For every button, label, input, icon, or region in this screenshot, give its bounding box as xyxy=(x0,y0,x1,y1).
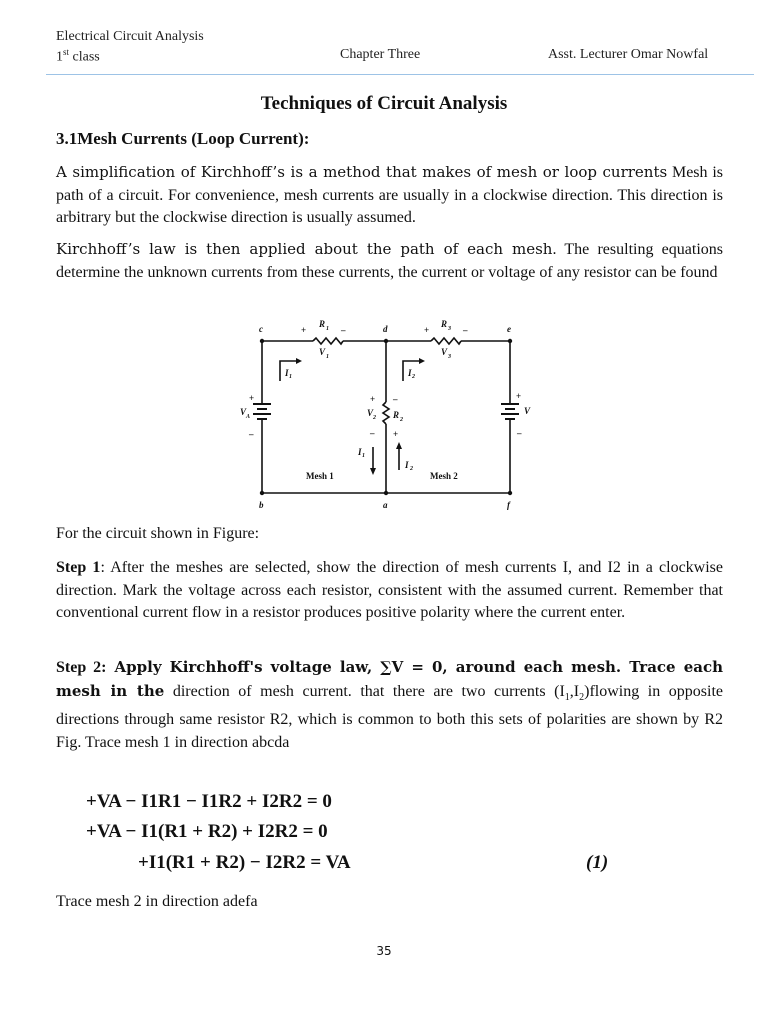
va-minus: – xyxy=(249,429,254,439)
header-author: Asst. Lecturer Omar Nowfal xyxy=(548,47,709,62)
i1-arrowhead xyxy=(296,358,302,364)
node-b-dot xyxy=(260,491,264,495)
r2-right-minus: – xyxy=(393,394,398,404)
step2-rest-b: ,I xyxy=(569,682,580,700)
step2-rest-a: direction of mesh current. that there are two currents (I xyxy=(164,682,565,700)
node-c-label: c xyxy=(259,324,263,334)
v-label: V xyxy=(524,406,531,416)
branch-i1-arrowhead xyxy=(370,468,376,475)
branch-i1-sub: 1 xyxy=(362,453,365,459)
para1-lead: A simplification of Kirchhoff’s is a method that makes of mesh or loop currents xyxy=(56,163,668,181)
va-label: V xyxy=(240,407,247,417)
class-word: class xyxy=(69,49,100,65)
resistor-r3 xyxy=(431,338,461,344)
r3-sub: 3 xyxy=(448,326,451,332)
r1-minus: – xyxy=(341,325,346,335)
equation-2: +VA − I1(R1 + R2) + I2R2 = 0 xyxy=(86,821,328,842)
r2-left-plus: + xyxy=(370,394,376,404)
paragraph-step1 xyxy=(56,557,723,625)
r1-plus: + xyxy=(301,325,307,335)
paragraph-mesh2: Trace mesh 2 in direction adefa xyxy=(56,893,258,910)
page-title: Techniques of Circuit Analysis xyxy=(260,93,508,114)
para1-rest: Mesh is path of a circuit. For convenience, mesh currents are usually in a clockwise direction. This direction is arbitrary but the clockwise direction is usually assumed. xyxy=(56,164,723,226)
r1-label: R xyxy=(319,319,326,329)
paragraph-step2 xyxy=(56,656,723,754)
v3-label: V xyxy=(441,347,448,357)
para2-lead: Kirchhoff’s law is then applied about the path of each mesh xyxy=(56,240,553,258)
equation-3: +I1(R1 + R2) − I2R2 = VA xyxy=(138,852,351,873)
step2-label: Step 2: xyxy=(56,659,107,676)
node-c-dot xyxy=(260,339,264,343)
resistor-r2 xyxy=(383,402,389,424)
equation-number: (1) xyxy=(586,852,609,873)
branch-i1-label: I xyxy=(358,447,362,457)
v1-sub: 1 xyxy=(326,354,329,360)
mesh-i1-label: I xyxy=(285,368,289,378)
step2-rest-c: )flowing in opposite directions through same resistor R2, which is common to both this sets of polarities are shown by R2 Fig. Trace mesh 1 in direction abcda xyxy=(56,682,723,751)
equation-1: +VA − I1R1 − I1R2 + I2R2 = 0 xyxy=(86,791,332,812)
page-number: 35 xyxy=(376,944,392,958)
class-sup: st xyxy=(63,47,70,57)
v3-sub: 3 xyxy=(448,354,451,360)
r3-label: R xyxy=(441,319,448,329)
node-a-dot xyxy=(384,491,388,495)
v-plus: + xyxy=(516,391,522,401)
step2-sub1: 1 xyxy=(564,691,570,703)
branch-i2-arrowhead xyxy=(396,442,402,449)
node-b-label: b xyxy=(259,500,264,510)
class-number: 1 xyxy=(56,49,63,65)
node-d-dot xyxy=(384,339,388,343)
i2-arrowhead xyxy=(419,358,425,364)
step1-label: Step 1 xyxy=(56,559,101,576)
branch-i2-label: I xyxy=(405,460,409,470)
node-e-dot xyxy=(508,339,512,343)
header-chapter: Chapter Three xyxy=(340,47,421,62)
para2-rest: . The resulting equations determine the unknown currents from these currents, the current or voltage of any resistor can be found xyxy=(56,241,724,281)
r2-left-minus: – xyxy=(370,428,375,438)
node-e-label: e xyxy=(507,324,511,334)
section-heading: 3.1Mesh Currents (Loop Current): xyxy=(56,129,310,148)
r3-minus: – xyxy=(463,325,468,335)
branch-i2-sub: 2 xyxy=(410,466,413,472)
mesh1-label: Mesh 1 xyxy=(306,471,334,481)
node-f-dot xyxy=(508,491,512,495)
step2-sub2: 2 xyxy=(579,691,585,703)
va-plus: + xyxy=(249,393,255,403)
v2-label: V xyxy=(367,408,374,418)
mesh-i2-label: I xyxy=(408,368,412,378)
r2-sub: 2 xyxy=(400,417,403,423)
r2-right-plus: + xyxy=(393,429,399,439)
paragraph-figure-intro: For the circuit shown in Figure: xyxy=(56,525,260,542)
step1-text: : After the meshes are selected, show the direction of mesh currents I, and I2 in a clockwise direction. Mark the voltage across each resistor, consistent with the assumed current. Remember that conventional current flow in a resistor produces positive polarity where the current enter. xyxy=(56,559,723,621)
r1-sub: 1 xyxy=(326,326,329,332)
r2-label: R xyxy=(393,410,400,420)
node-f-label: f xyxy=(507,500,510,510)
header-course: Electrical Circuit Analysis xyxy=(56,29,204,44)
mesh2-label: Mesh 2 xyxy=(430,471,458,481)
node-d-label: d xyxy=(383,324,388,334)
step2-lead: Apply Kirchhoff's voltage law, ∑V = 0, around each mesh. Trace each mesh in the xyxy=(56,658,724,700)
v1-label: V xyxy=(319,347,326,357)
node-a-label: a xyxy=(383,500,388,510)
va-sub: A xyxy=(246,414,251,420)
v-minus: – xyxy=(517,428,522,438)
resistor-r1 xyxy=(313,338,343,344)
mesh-i2-sub: 2 xyxy=(412,374,415,380)
mesh-i1-sub: 1 xyxy=(289,374,292,380)
v2-sub: 2 xyxy=(373,415,376,421)
r3-plus: + xyxy=(424,325,430,335)
